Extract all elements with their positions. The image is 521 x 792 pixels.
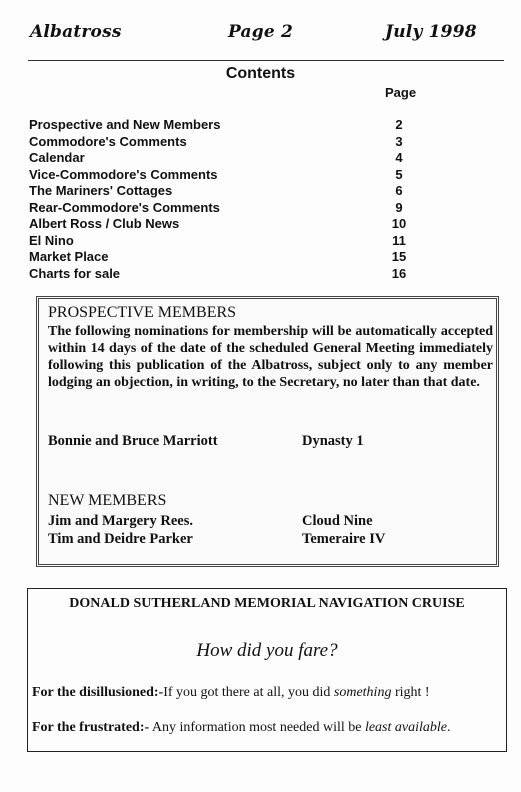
new-member-row xyxy=(48,513,373,530)
toc-entry-page: 5 xyxy=(395,166,403,182)
toc-entry-page: 16 xyxy=(391,265,407,281)
table-of-contents xyxy=(29,117,449,282)
boat-name: Dynasty 1 xyxy=(302,433,364,449)
toc-entry-page: 6 xyxy=(395,183,403,198)
membership-box xyxy=(36,296,499,567)
cruise-question: How did you fare? xyxy=(196,640,338,661)
toc-entry-title: Charts for sale xyxy=(29,265,121,281)
header-rule xyxy=(28,60,504,61)
page-number-header: Page 2 xyxy=(228,22,293,42)
toc-row[interactable] xyxy=(29,266,449,283)
toc-entry-title: Rear-Commodore's Comments xyxy=(29,199,220,215)
toc-entry-page: 10 xyxy=(391,216,407,231)
page-column-header: Page xyxy=(385,85,417,100)
toc-row[interactable] xyxy=(29,117,449,134)
frustrated-text-a: Any information most needed will be xyxy=(149,720,365,735)
disillusioned-line xyxy=(32,685,430,701)
toc-row[interactable] xyxy=(29,200,449,217)
navigation-cruise-box xyxy=(27,588,507,752)
new-members-heading: NEW MEMBERS xyxy=(48,492,167,509)
cruise-title: DONALD SUTHERLAND MEMORIAL NAVIGATION CRUISE xyxy=(69,596,465,611)
frustrated-label: For the frustrated:- xyxy=(32,720,150,735)
toc-row[interactable] xyxy=(29,216,449,233)
toc-row[interactable] xyxy=(29,233,449,250)
disillusioned-text-b: right ! xyxy=(391,685,430,700)
toc-entry-title: Prospective and New Members xyxy=(29,117,221,132)
toc-entry-page: 3 xyxy=(395,133,403,149)
toc-row[interactable] xyxy=(29,134,449,151)
newsletter-name: Albatross xyxy=(30,22,122,42)
disillusioned-label: For the disillusioned:- xyxy=(32,685,164,700)
toc-entry-page: 11 xyxy=(392,232,406,248)
toc-entry-title: Market Place xyxy=(29,249,109,264)
member-names: Bonnie and Bruce Marriott xyxy=(48,433,218,449)
boat-name: Cloud Nine xyxy=(302,513,373,529)
toc-row[interactable] xyxy=(29,183,449,200)
toc-entry-page: 4 xyxy=(395,150,403,165)
frustrated-emphasis: least available xyxy=(364,720,447,735)
frustrated-text-b: . xyxy=(447,720,451,735)
issue-date: July 1998 xyxy=(385,22,477,42)
frustrated-line xyxy=(32,720,451,736)
toc-entry-title: Commodore's Comments xyxy=(29,133,187,149)
toc-entry-title: Vice-Commodore's Comments xyxy=(29,166,218,182)
toc-entry-page: 15 xyxy=(391,249,407,264)
toc-entry-page: 2 xyxy=(395,117,403,132)
toc-entry-title: The Mariners' Cottages xyxy=(29,183,173,198)
boat-name: Temeraire IV xyxy=(302,531,386,547)
member-names: Jim and Margery Rees. xyxy=(48,513,193,529)
disillusioned-text-a: If you got there at all, you did xyxy=(163,685,334,700)
member-names: Tim and Deidre Parker xyxy=(48,531,193,547)
toc-entry-title: Calendar xyxy=(29,150,85,165)
contents-title: Contents xyxy=(225,65,296,82)
toc-row[interactable] xyxy=(29,249,449,266)
toc-entry-title: El Nino xyxy=(29,232,74,248)
toc-entry-title: Albert Ross / Club News xyxy=(29,216,180,231)
disillusioned-emphasis: something xyxy=(333,685,392,700)
new-member-row xyxy=(48,531,386,548)
nomination-notice: The following nominations for membership will be automatically accepted within 14 days of the date of the scheduled General Meeting immediately following this publication of the Albatross, subject only to any member lodging an objection, in writing, to the Secretary, no later than that date. xyxy=(48,324,493,390)
toc-row[interactable] xyxy=(29,167,449,184)
toc-row[interactable] xyxy=(29,150,449,167)
toc-entry-page: 9 xyxy=(395,199,403,215)
prospective-member-row xyxy=(48,433,364,450)
prospective-members-heading: PROSPECTIVE MEMBERS xyxy=(48,304,237,321)
